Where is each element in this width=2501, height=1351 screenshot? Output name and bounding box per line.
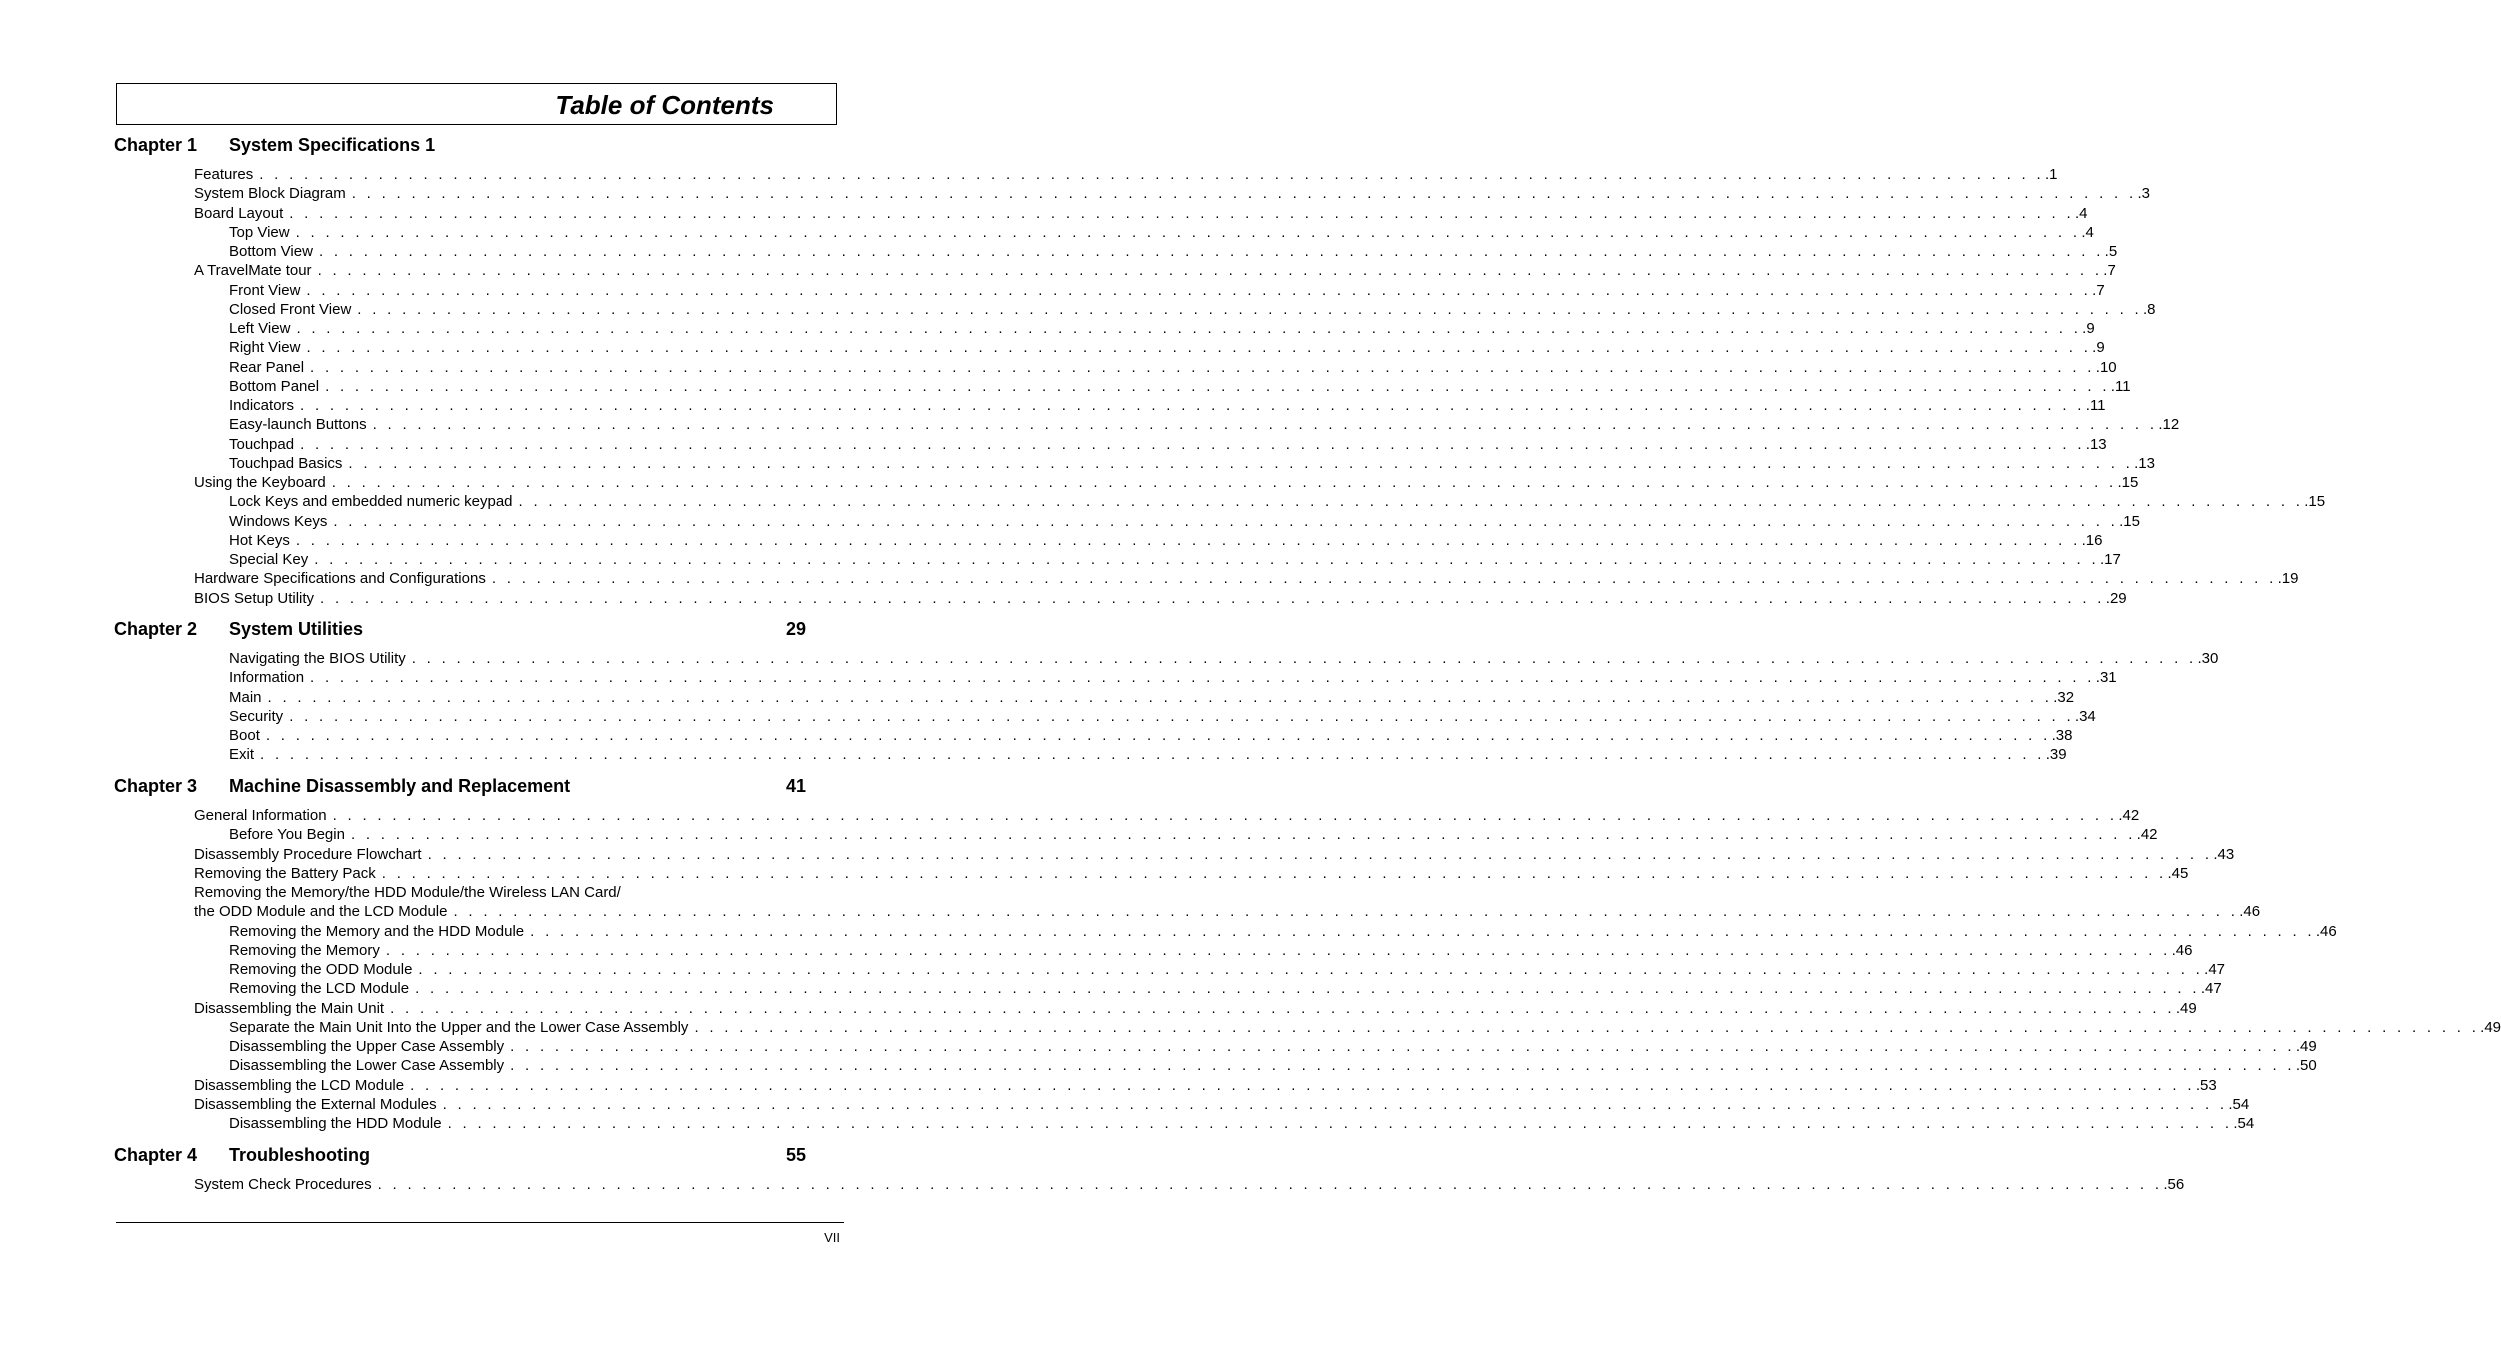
toc-entry-page: .9 — [2082, 320, 2095, 337]
toc-entry-page: .13 — [2134, 454, 2155, 472]
toc-entry[interactable] — [229, 415, 2180, 434]
toc-entry[interactable] — [229, 319, 2095, 338]
toc-entry-page: .49 — [2175, 999, 2197, 1017]
toc-entry-label: Main — [229, 688, 262, 706]
toc-entry[interactable] — [229, 825, 2158, 844]
toc-entry-label: Left View — [229, 320, 291, 337]
dot-leader: . . . . . . . . . . . . . . . . . . . . . . . . . . . . . . . . . . . . . . . . . . . . . . . . . . . . . . . . . . . . . . . . . . . . . . . . . . . . . . . . . . . . . . . . . . . . . . . . . . . . . . . . . . . . . . . . . . . . . . . . — [267, 688, 2053, 706]
chapter-title: Machine Disassembly and Replacement — [229, 776, 571, 796]
dot-leader: . . . . . . . . . . . . . . . . . . . . . . . . . . . . . . . . . . . . . . . . . . . . . . . . . . . . . . . . . . . . . . . . . . . . . . . . . . . . . . . . . . . . . . . . . . . . . . . . . . . . . . . . . . . . . . . . . . . . . . . . — [381, 864, 2167, 882]
toc-entry[interactable] — [194, 184, 2150, 203]
toc-entry[interactable] — [229, 358, 2117, 377]
dot-leader: . . . . . . . . . . . . . . . . . . . . . . . . . . . . . . . . . . . . . . . . . . . . . . . . . . . . . . . . . . . . . . . . . . . . . . . . . . . . . . . . . . . . . . . . . . . . . . . . . . . . . . . . . . . . . . . . . . . . . . . . — [372, 416, 2158, 434]
toc-entry-label: Separate the Main Unit Into the Upper and the Lower Case Assembly — [229, 1018, 689, 1036]
dot-leader: . . . . . . . . . . . . . . . . . . . . . . . . . . . . . . . . . . . . . . . . . . . . . . . . . . . . . . . . . . . . . . . . . . . . . . . . . . . . . . . . . . . . . . . . . . . . . . . . . . . . . . . . . . . . . . . . . . . . . . . . — [418, 961, 2204, 978]
toc-entry[interactable] — [194, 589, 2127, 608]
toc-entry-label: Easy-launch Buttons — [229, 416, 367, 434]
toc-entry-label: Using the Keyboard — [194, 474, 326, 491]
toc-entry[interactable] — [229, 512, 2140, 531]
toc-entry-page: .31 — [2095, 669, 2117, 687]
dot-leader: . . . . . . . . . . . . . . . . . . . . . . . . . . . . . . . . . . . . . . . . . . . . . . . . . . . . . . . . . . . . . . . . . . . . . . . . . . . . . . . . . . . . . . . . . . . . . . . . . . . . . . . . . . . . . . . . . . . . . . . . — [306, 339, 2092, 357]
toc-entry-label: General Information — [194, 807, 327, 824]
toc-entry-page: .10 — [2095, 358, 2117, 376]
toc-entry-label: System Check Procedures — [194, 1176, 372, 1193]
toc-entry-page: .47 — [2204, 961, 2226, 978]
chapter-heading[interactable] — [114, 1144, 806, 1166]
toc-entry[interactable] — [229, 492, 2326, 511]
toc-entry[interactable] — [229, 707, 2096, 726]
dot-leader: . . . . . . . . . . . . . . . . . . . . . . . . . . . . . . . . . . . . . . . . . . . . . . . . . . . . . . . . . . . . . . . . . . . . . . . . . . . . . . . . . . . . . . . . . . . . . . . . . . . . . . . . . . . . . . . . . . . . . . . . — [289, 204, 2074, 222]
toc-entry-label: Boot — [229, 727, 260, 744]
chapter-title: System Utilities — [229, 619, 364, 639]
toc-entry-page: .43 — [2213, 845, 2235, 863]
toc-entry[interactable] — [229, 1114, 2255, 1133]
dot-leader: . . . . . . . . . . . . . . . . . . . . . . . . . . . . . . . . . . . . . . . . . . . . . . . . . . . . . . . . . . . . . . . . . . . . . . . . . . . . . . . . . . . . . . . . . . . . . . . . . . . . . . . . . . . . . . . . . . . . . . . . — [491, 570, 2277, 588]
toc-entry-page: .29 — [2105, 589, 2127, 607]
toc-entry-page: .56 — [2163, 1176, 2185, 1193]
toc-entry[interactable] — [229, 688, 2075, 707]
dot-leader: . . . . . . . . . . . . . . . . . . . . . . . . . . . . . . . . . . . . . . . . . . . . . . . . . . . . . . . . . . . . . . . . . . . . . . . . . . . . . . . . . . . . . . . . . . . . . . . . . . . . . . . . . . . . . . . . . . . . . . . . — [351, 185, 2137, 203]
dot-leader: . . . . . . . . . . . . . . . . . . . . . . . . . . . . . . . . . . . . . . . . . . . . . . . . . . . . . . . . . . . . . . . . . . . . . . . . . . . . . . . . . . . . . . . . . . . . . . . . . . . . . . . . . . . . . . . . . . . . . . . . — [259, 166, 2044, 183]
toc-entry-label: Front View — [229, 281, 301, 299]
toc-entry-label: System Block Diagram — [194, 185, 346, 203]
toc-entry[interactable] — [229, 726, 2073, 745]
dot-leader: . . . . . . . . . . . . . . . . . . . . . . . . . . . . . . . . . . . . . . . . . . . . . . . . . . . . . . . . . . . . . . . . . . . . . . . . . . . . . . . . . . . . . . . . . . . . . . . . . . . . . . . . . . . . . . . . . . . . . . . . — [331, 474, 2117, 491]
toc-entry-label: Removing the Memory — [229, 941, 380, 959]
toc-entry-label: Removing the Battery Pack — [194, 864, 376, 882]
page-number: VII — [824, 1230, 840, 1245]
dot-leader: . . . . . . . . . . . . . . . . . . . . . . . . . . . . . . . . . . . . . . . . . . . . . . . . . . . . . . . . . . . . . . . . . . . . . . . . . . . . . . . . . . . . . . . . . . . . . . . . . . . . . . . . . . . . . . . . . . . . . . . . — [390, 999, 2175, 1017]
dot-leader: . . . . . . . . . . . . . . . . . . . . . . . . . . . . . . . . . . . . . . . . . . . . . . . . . . . . . . . . . . . . . . . . . . . . . . . . . . . . . . . . . . . . . . . . . . . . . . . . . . . . . . . . . . . . . . . . . . . . . . . . — [296, 320, 2082, 337]
toc-entry-page: .38 — [2051, 727, 2073, 744]
toc-entry-page: .49 — [2480, 1018, 2501, 1036]
dot-leader: . . . . . . . . . . . . . . . . . . . . . . . . . . . . . . . . . . . . . . . . . . . . . . . . . . . . . . . . . . . . . . . . . . . . . . . . . . . . . . . . . . . . . . . . . . . . . . . . . . . . . . . . . . . . . . . . . . . . . . . . — [518, 493, 2304, 511]
dot-leader: . . . . . . . . . . . . . . . . . . . . . . . . . . . . . . . . . . . . . . . . . . . . . . . . . . . . . . . . . . . . . . . . . . . . . . . . . . . . . . . . . . . . . . . . . . . . . . . . . . . . . . . . . . . . . . . . . . . . . . . . — [320, 589, 2105, 607]
dot-leader: . . . . . . . . . . . . . . . . . . . . . . . . . . . . . . . . . . . . . . . . . . . . . . . . . . . . . . . . . . . . . . . . . . . . . . . . . . . . . . . . . . . . . . . . . . . . . . . . . . . . . . . . . . . . . . . . . . . . . . . . — [260, 746, 2045, 764]
toc-entry-label: Removing the ODD Module — [229, 961, 413, 978]
dot-leader: . . . . . . . . . . . . . . . . . . . . . . . . . . . . . . . . . . . . . . . . . . . . . . . . . . . . . . . . . . . . . . . . . . . . . . . . . . . . . . . . . . . . . . . . . . . . . . . . . . . . . . . . . . . . . . . . . . . . . . . . — [510, 1057, 2295, 1075]
toc-entry[interactable] — [194, 261, 2116, 280]
toc-entry[interactable] — [229, 223, 2094, 242]
toc-entry-page: .46 — [2315, 922, 2337, 940]
chapter-heading[interactable] — [114, 618, 806, 640]
toc-entry[interactable] — [229, 338, 2105, 357]
toc-entry-label: Removing the LCD Module — [229, 980, 410, 998]
chapter-heading[interactable] — [114, 775, 806, 797]
dot-leader: . . . . . . . . . . . . . . . . . . . . . . . . . . . . . . . . . . . . . . . . . . . . . . . . . . . . . . . . . . . . . . . . . . . . . . . . . . . . . . . . . . . . . . . . . . . . . . . . . . . . . . . . . . . . . . . . . . . . . . . . — [300, 397, 2085, 414]
dot-leader: . . . . . . . . . . . . . . . . . . . . . . . . . . . . . . . . . . . . . . . . . . . . . . . . . . . . . . . . . . . . . . . . . . . . . . . . . . . . . . . . . . . . . . . . . . . . . . . . . . . . . . . . . . . . . . . . . . . . . . . . — [314, 551, 2099, 568]
toc-entry-page: .46 — [2239, 903, 2261, 921]
dot-leader: . . . . . . . . . . . . . . . . . . . . . . . . . . . . . . . . . . . . . . . . . . . . . . . . . . . . . . . . . . . . . . . . . . . . . . . . . . . . . . . . . . . . . . . . . . . . . . . . . . . . . . . . . . . . . . . . . . . . . . . . — [332, 807, 2118, 824]
toc-entry-label: Disassembling the Lower Case Assembly — [229, 1057, 505, 1075]
toc-entry-label: Right View — [229, 339, 301, 357]
dot-leader: . . . . . . . . . . . . . . . . . . . . . . . . . . . . . . . . . . . . . . . . . . . . . . . . . . . . . . . . . . . . . . . . . . . . . . . . . . . . . . . . . . . . . . . . . . . . . . . . . . . . . . . . . . . . . . . . . . . . . . . . — [300, 435, 2085, 453]
toc-entry[interactable] — [194, 864, 2189, 883]
toc-entry-page: .9 — [2092, 339, 2105, 357]
toc-entry-page: .42 — [2136, 826, 2158, 844]
dot-leader: . . . . . . . . . . . . . . . . . . . . . . . . . . . . . . . . . . . . . . . . . . . . . . . . . . . . . . . . . . . . . . . . . . . . . . . . . . . . . . . . . . . . . . . . . . . . . . . . . . . . . . . . . . . . . . . . . . . . . . . . — [265, 727, 2051, 744]
toc-entry[interactable] — [229, 1056, 2317, 1075]
dot-leader: . . . . . . . . . . . . . . . . . . . . . . . . . . . . . . . . . . . . . . . . . . . . . . . . . . . . . . . . . . . . . . . . . . . . . . . . . . . . . . . . . . . . . . . . . . . . . . . . . . . . . . . . . . . . . . . . . . . . . . . . — [442, 1095, 2228, 1113]
dot-leader: . . . . . . . . . . . . . . . . . . . . . . . . . . . . . . . . . . . . . . . . . . . . . . . . . . . . . . . . . . . . . . . . . . . . . . . . . . . . . . . . . . . . . . . . . . . . . . . . . . . . . . . . . . . . . . . . . . . . . . . . — [289, 707, 2074, 725]
dot-leader: . . . . . . . . . . . . . . . . . . . . . . . . . . . . . . . . . . . . . . . . . . . . . . . . . . . . . . . . . . . . . . . . . . . . . . . . . . . . . . . . . . . . . . . . . . . . . . . . . . . . . . . . . . . . . . . . . . . . . . . . — [510, 1038, 2295, 1055]
toc-entry-page: .47 — [2200, 980, 2222, 998]
toc-entry[interactable] — [229, 1037, 2317, 1056]
toc-entry[interactable] — [229, 745, 2067, 764]
toc-entry-label: Hot Keys — [229, 531, 290, 549]
toc-entry-page: .42 — [2118, 807, 2140, 824]
toc-entry[interactable] — [229, 435, 2107, 454]
toc-entry[interactable] — [229, 454, 2155, 473]
toc-entry-page: .13 — [2085, 435, 2107, 453]
toc-entry[interactable] — [229, 242, 2118, 261]
chapter-label: Chapter 4 — [114, 1145, 198, 1165]
toc-entry-page: .39 — [2045, 746, 2067, 764]
toc-entry-label: Removing the Memory/the HDD Module/the Wireless LAN Card/ — [194, 884, 621, 901]
toc-entry-label: Bottom Panel — [229, 377, 320, 395]
toc-entry-page: .3 — [2137, 185, 2150, 203]
dot-leader: . . . . . . . . . . . . . . . . . . . . . . . . . . . . . . . . . . . . . . . . . . . . . . . . . . . . . . . . . . . . . . . . . . . . . . . . . . . . . . . . . . . . . . . . . . . . . . . . . . . . . . . . . . . . . . . . . . . . . . . . — [447, 1115, 2233, 1132]
toc-entry[interactable] — [194, 845, 2235, 864]
toc-entry-page: .50 — [2295, 1057, 2317, 1075]
toc-entry-label: Disassembling the External Modules — [194, 1095, 437, 1113]
toc-entry-page: .5 — [2104, 243, 2118, 260]
dot-leader: . . . . . . . . . . . . . . . . . . . . . . . . . . . . . . . . . . . . . . . . . . . . . . . . . . . . . . . . . . . . . . . . . . . . . . . . . . . . . . . . . . . . . . . . . . . . . . . . . . . . . . . . . . . . . . . . . . . . . . . . — [415, 980, 2200, 998]
toc-entry-label: BIOS Setup Utility — [194, 589, 315, 607]
dot-leader: . . . . . . . . . . . . . . . . . . . . . . . . . . . . . . . . . . . . . . . . . . . . . . . . . . . . . . . . . . . . . . . . . . . . . . . . . . . . . . . . . . . . . . . . . . . . . . . . . . . . . . . . . . . . . . . . . . . . . . . . — [333, 512, 2119, 530]
dot-leader: . . . . . . . . . . . . . . . . . . . . . . . . . . . . . . . . . . . . . . . . . . . . . . . . . . . . . . . . . . . . . . . . . . . . . . . . . . . . . . . . . . . . . . . . . . . . . . . . . . . . . . . . . . . . . . . . . . . . . . . . — [295, 531, 2081, 549]
toc-entry-page: .15 — [2304, 493, 2326, 511]
toc-entry-page: .1 — [2044, 166, 2058, 183]
toc-entry-page: .34 — [2074, 707, 2096, 725]
toc-entry-page: .11 — [2085, 397, 2106, 414]
chapter-label: Chapter 1 — [114, 135, 198, 155]
toc-entry-page: .30 — [2197, 650, 2219, 667]
chapter-page-number: 41 — [785, 776, 806, 796]
dot-leader: . . . . . . . . . . . . . . . . . . . . . . . . . . . . . . . . . . . . . . . . . . . . . . . . . . . . . . . . . . . . . . . . . . . . . . . . . . . . . . . . . . . . . . . . . . . . . . . . . . . . . . . . . . . . . . . . . . . . . . . . — [350, 826, 2136, 844]
toc-entry[interactable] — [229, 979, 2222, 998]
toc-entry-page: .45 — [2167, 864, 2189, 882]
toc-entry[interactable] — [229, 960, 2226, 979]
toc-entry-page: .12 — [2158, 416, 2180, 434]
chapter-label: Chapter 3 — [114, 776, 198, 796]
title-box — [116, 83, 837, 125]
toc-entry-label: Security — [229, 707, 284, 725]
toc-entry[interactable] — [194, 1076, 2217, 1095]
toc-entry-label: Information — [229, 669, 305, 687]
toc-entry-label: Hardware Specifications and Configurations — [194, 570, 486, 588]
toc-entry-label: Rear Panel — [229, 358, 305, 376]
toc-entry-page: .7 — [2103, 262, 2116, 280]
toc-entry-label: Disassembling the Main Unit — [194, 999, 385, 1017]
toc-entry-label: Disassembling the LCD Module — [194, 1076, 405, 1094]
toc-entry-label: Windows Keys — [229, 512, 328, 530]
toc-entry[interactable] — [194, 1095, 2250, 1114]
page-title: Table of Contents — [555, 90, 774, 120]
toc-entry[interactable] — [194, 204, 2088, 223]
toc-entry-label: Exit — [229, 746, 255, 764]
toc-entry-page: .7 — [2092, 281, 2105, 299]
toc-entry-label: Touchpad Basics — [229, 454, 343, 472]
toc-entry-page: .53 — [2195, 1076, 2217, 1094]
toc-entry[interactable] — [229, 550, 2121, 569]
toc-entry-label: Closed Front View — [229, 300, 352, 318]
toc-entry[interactable] — [194, 473, 2139, 492]
toc-entry[interactable] — [229, 649, 2219, 668]
toc-entry-label: Touchpad — [229, 435, 295, 453]
dot-leader: . . . . . . . . . . . . . . . . . . . . . . . . . . . . . . . . . . . . . . . . . . . . . . . . . . . . . . . . . . . . . . . . . . . . . . . . . . . . . . . . . . . . . . . . . . . . . . . . . . . . . . . . . . . . . . . . . . . . . . . . — [310, 669, 2095, 687]
chapter-title: System Specifications 1 — [229, 135, 436, 155]
dot-leader: . . . . . . . . . . . . . . . . . . . . . . . . . . . . . . . . . . . . . . . . . . . . . . . . . . . . . . . . . . . . . . . . . . . . . . . . . . . . . . . . . . . . . . . . . . . . . . . . . . . . . . . . . . . . . . . . . . . . . . . . — [427, 845, 2213, 863]
dot-leader: . . . . . . . . . . . . . . . . . . . . . . . . . . . . . . . . . . . . . . . . . . . . . . . . . . . . . . . . . . . . . . . . . . . . . . . . . . . . . . . . . . . . . . . . . . . . . . . . . . . . . . . . . . . . . . . . . . . . . . . . — [694, 1018, 2480, 1036]
toc-entry[interactable] — [194, 1175, 2185, 1194]
footer-divider — [116, 1222, 844, 1223]
dot-leader: . . . . . . . . . . . . . . . . . . . . . . . . . . . . . . . . . . . . . . . . . . . . . . . . . . . . . . . . . . . . . . . . . . . . . . . . . . . . . . . . . . . . . . . . . . . . . . . . . . . . . . . . . . . . . . . . . . . . . . . . — [357, 300, 2143, 318]
chapter-page-number: 29 — [785, 619, 806, 639]
toc-entry[interactable] — [229, 668, 2117, 687]
dot-leader: . . . . . . . . . . . . . . . . . . . . . . . . . . . . . . . . . . . . . . . . . . . . . . . . . . . . . . . . . . . . . . . . . . . . . . . . . . . . . . . . . . . . . . . . . . . . . . . . . . . . . . . . . . . . . . . . . . . . . . . . — [318, 243, 2104, 260]
toc-entry-page: .15 — [2117, 474, 2139, 491]
dot-leader: . . . . . . . . . . . . . . . . . . . . . . . . . . . . . . . . . . . . . . . . . . . . . . . . . . . . . . . . . . . . . . . . . . . . . . . . . . . . . . . . . . . . . . . . . . . . . . . . . . . . . . . . . . . . . . . . . . . . . . . . — [306, 281, 2092, 299]
toc-entry-label: the ODD Module and the LCD Module — [194, 903, 448, 921]
toc-entry[interactable] — [229, 922, 2337, 941]
toc-entry-label: Disassembling the HDD Module — [229, 1115, 442, 1132]
toc-entry-page: .16 — [2081, 531, 2103, 549]
dot-leader: . . . . . . . . . . . . . . . . . . . . . . . . . . . . . . . . . . . . . . . . . . . . . . . . . . . . . . . . . . . . . . . . . . . . . . . . . . . . . . . . . . . . . . . . . . . . . . . . . . . . . . . . . . . . . . . . . . . . . . . . — [410, 1076, 2195, 1094]
dot-leader: . . . . . . . . . . . . . . . . . . . . . . . . . . . . . . . . . . . . . . . . . . . . . . . . . . . . . . . . . . . . . . . . . . . . . . . . . . . . . . . . . . . . . . . . . . . . . . . . . . . . . . . . . . . . . . . . . . . . . . . . — [385, 941, 2171, 959]
toc-entry-label: Board Layout — [194, 204, 284, 222]
toc-entry[interactable] — [194, 806, 2140, 825]
dot-leader: . . . . . . . . . . . . . . . . . . . . . . . . . . . . . . . . . . . . . . . . . . . . . . . . . . . . . . . . . . . . . . . . . . . . . . . . . . . . . . . . . . . . . . . . . . . . . . . . . . . . . . . . . . . . . . . . . . . . . . . . — [530, 922, 2315, 940]
toc-entry[interactable] — [229, 377, 2131, 396]
toc-entry[interactable] — [194, 569, 2299, 588]
toc-entry[interactable] — [194, 902, 2261, 921]
toc-entry[interactable] — [229, 1018, 2501, 1037]
toc-entry-label: Lock Keys and embedded numeric keypad — [229, 493, 513, 511]
toc-entry-label: Before You Begin — [229, 826, 345, 844]
toc-entry-label: Features — [194, 166, 254, 183]
toc-entry-page: .54 — [2233, 1115, 2255, 1132]
toc-entry-page: .32 — [2053, 688, 2075, 706]
toc-entry-label: Special Key — [229, 551, 309, 568]
toc-entry-label: Navigating the BIOS Utility — [229, 650, 406, 667]
chapter-heading[interactable] — [114, 134, 806, 156]
toc-entry-label: Disassembling the Upper Case Assembly — [229, 1038, 505, 1055]
toc-entry-page: .46 — [2171, 941, 2193, 959]
toc-entry[interactable] — [229, 531, 2103, 550]
toc-entry-label: Disassembly Procedure Flowchart — [194, 845, 422, 863]
dot-leader: . . . . . . . . . . . . . . . . . . . . . . . . . . . . . . . . . . . . . . . . . . . . . . . . . . . . . . . . . . . . . . . . . . . . . . . . . . . . . . . . . . . . . . . . . . . . . . . . . . . . . . . . . . . . . . . . . . . . . . . . — [377, 1176, 2163, 1193]
toc-entry-page: .8 — [2143, 300, 2156, 318]
toc-entry-page: .15 — [2119, 512, 2140, 530]
toc-entry[interactable] — [194, 883, 806, 902]
dot-leader: . . . . . . . . . . . . . . . . . . . . . . . . . . . . . . . . . . . . . . . . . . . . . . . . . . . . . . . . . . . . . . . . . . . . . . . . . . . . . . . . . . . . . . . . . . . . . . . . . . . . . . . . . . . . . . . . . . . . . . . . — [453, 903, 2239, 921]
chapter-page-number: 55 — [785, 1145, 806, 1165]
dot-leader: . . . . . . . . . . . . . . . . . . . . . . . . . . . . . . . . . . . . . . . . . . . . . . . . . . . . . . . . . . . . . . . . . . . . . . . . . . . . . . . . . . . . . . . . . . . . . . . . . . . . . . . . . . . . . . . . . . . . . . . . — [310, 358, 2095, 376]
dot-leader: . . . . . . . . . . . . . . . . . . . . . . . . . . . . . . . . . . . . . . . . . . . . . . . . . . . . . . . . . . . . . . . . . . . . . . . . . . . . . . . . . . . . . . . . . . . . . . . . . . . . . . . . . . . . . . . . . . . . . . . . — [348, 454, 2134, 472]
toc-entry[interactable] — [229, 300, 2156, 319]
toc-entry-page: .11 — [2110, 377, 2131, 395]
toc-entry[interactable] — [229, 281, 2105, 300]
dot-leader: . . . . . . . . . . . . . . . . . . . . . . . . . . . . . . . . . . . . . . . . . . . . . . . . . . . . . . . . . . . . . . . . . . . . . . . . . . . . . . . . . . . . . . . . . . . . . . . . . . . . . . . . . . . . . . . . . . . . . . . . — [295, 223, 2081, 241]
dot-leader: . . . . . . . . . . . . . . . . . . . . . . . . . . . . . . . . . . . . . . . . . . . . . . . . . . . . . . . . . . . . . . . . . . . . . . . . . . . . . . . . . . . . . . . . . . . . . . . . . . . . . . . . . . . . . . . . . . . . . . . . — [317, 262, 2103, 280]
toc-entry[interactable] — [194, 999, 2197, 1018]
toc-entry-page: .4 — [2081, 223, 2094, 241]
toc-entry-label: Bottom View — [229, 243, 313, 260]
toc-entry[interactable] — [229, 396, 2106, 415]
chapter-title: Troubleshooting — [229, 1145, 370, 1165]
toc-entry-label: Top View — [229, 223, 290, 241]
chapter-label: Chapter 2 — [114, 619, 198, 639]
toc-entry-page: .17 — [2099, 551, 2121, 568]
dot-leader: . . . . . . . . . . . . . . . . . . . . . . . . . . . . . . . . . . . . . . . . . . . . . . . . . . . . . . . . . . . . . . . . . . . . . . . . . . . . . . . . . . . . . . . . . . . . . . . . . . . . . . . . . . . . . . . . . . . . . . . . — [325, 377, 2110, 395]
dot-leader: . . . . . . . . . . . . . . . . . . . . . . . . . . . . . . . . . . . . . . . . . . . . . . . . . . . . . . . . . . . . . . . . . . . . . . . . . . . . . . . . . . . . . . . . . . . . . . . . . . . . . . . . . . . . . . . . . . . . . . . . — [411, 650, 2197, 667]
toc-entry-page: .19 — [2277, 570, 2299, 588]
toc-entry-label: Removing the Memory and the HDD Module — [229, 922, 525, 940]
toc-entry-label: Indicators — [229, 397, 295, 414]
toc-entry-label: A TravelMate tour — [194, 262, 312, 280]
toc-entry-page: .49 — [2295, 1038, 2317, 1055]
toc-entry-page: .4 — [2074, 204, 2088, 222]
toc-entry[interactable] — [194, 165, 2058, 184]
toc-entry-page: .54 — [2228, 1095, 2250, 1113]
toc-entry[interactable] — [229, 941, 2193, 960]
